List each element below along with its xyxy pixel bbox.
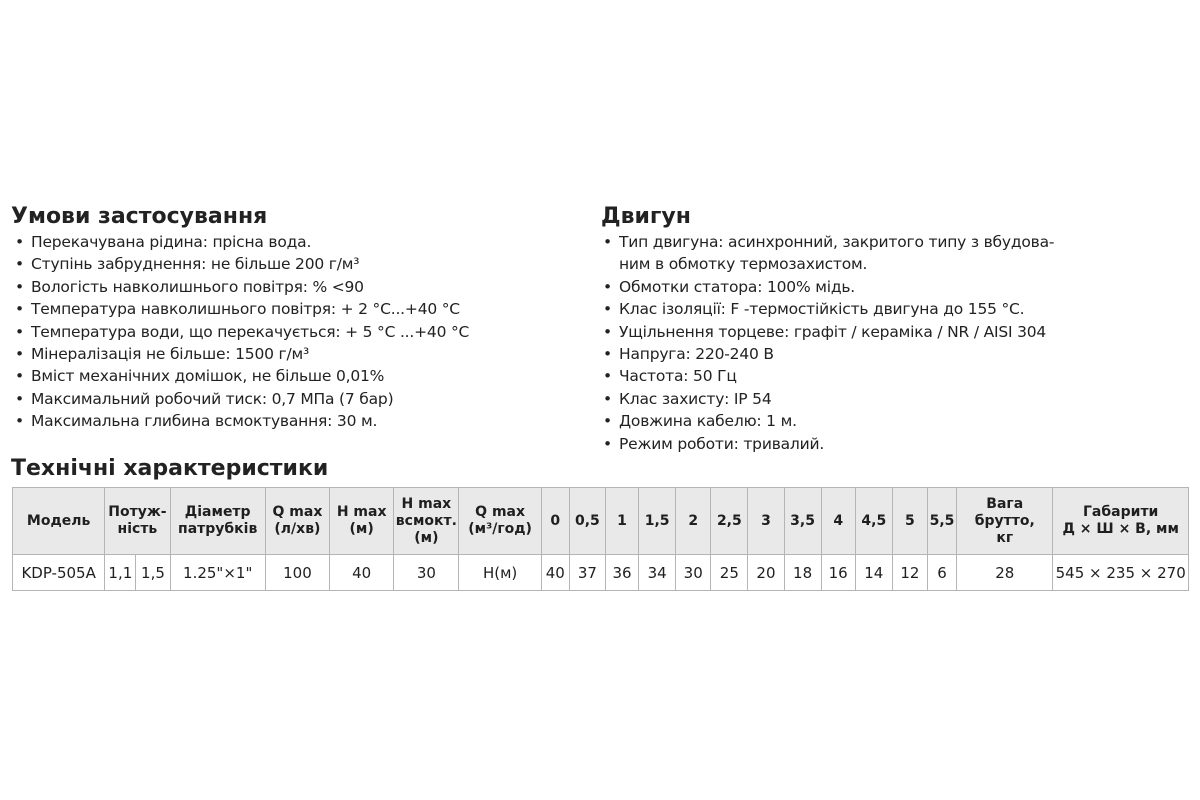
list-item: • Максимальний робочий тиск: 0,7 МПа (7 бар) xyxy=(13,388,469,410)
motor-list xyxy=(601,231,1071,455)
specs-table xyxy=(12,487,1189,591)
cell-head-value: 36 xyxy=(605,555,638,591)
cell-weight: 28 xyxy=(957,555,1053,591)
list-item: • Вологість навколишнього повітря: % <90 xyxy=(13,276,469,298)
list-item: • Ущільнення торцеве: графіт / кераміка / NR / AISI 304 xyxy=(601,321,1071,343)
list-item: • Температура навколишнього повітря: + 2 °С...+40 °С xyxy=(13,298,469,320)
cell-head-value: 16 xyxy=(821,555,855,591)
list-item: • Вміст механічних домішок, не більше 0,01% xyxy=(13,365,469,387)
cell-head-value: 40 xyxy=(541,555,569,591)
list-item: • Режим роботи: тривалий. xyxy=(601,433,1071,455)
cell-head-value: 18 xyxy=(784,555,821,591)
list-item: • Обмотки статора: 100% мідь. xyxy=(601,276,1071,298)
cell-diameter: 1.25"×1" xyxy=(170,555,265,591)
list-item: • Ступінь забруднення: не більше 200 г/м³ xyxy=(13,253,469,275)
header-qmax-m3h: Q max (м³/год) xyxy=(459,488,541,555)
table-header-row xyxy=(13,488,1189,555)
cell-dimensions: 545 × 235 × 270 xyxy=(1053,555,1189,591)
header-model: Модель xyxy=(13,488,105,555)
motor-title: Двигун xyxy=(601,204,691,229)
cell-head-value: 37 xyxy=(569,555,605,591)
list-item: • Мінералізація не більше: 1500 г/м³ xyxy=(13,343,469,365)
cell-head-value: 20 xyxy=(748,555,784,591)
list-item xyxy=(601,231,1071,276)
cell-hmax: 40 xyxy=(330,555,394,591)
cell-power-hp: 1,5 xyxy=(136,555,170,591)
cell-qmax-lmin: 100 xyxy=(265,555,329,591)
header-hmax-suction: H max всмокт. (м) xyxy=(394,488,459,555)
header-flow-point: 2 xyxy=(676,488,711,555)
list-item: • Клас захисту: IP 54 xyxy=(601,388,1071,410)
list-item-line: • Тип двигуна: асинхронний, закритого типу з вбудова- xyxy=(619,233,1055,251)
header-flow-point: 5,5 xyxy=(927,488,956,555)
list-item: • Максимальна глибина всмоктування: 30 м. xyxy=(13,410,469,432)
list-item-line: ним в обмотку термозахистом. xyxy=(619,255,868,274)
conditions-list xyxy=(13,231,469,433)
cell-head-value: 6 xyxy=(927,555,956,591)
cell-head-value: 25 xyxy=(711,555,748,591)
cell-model: KDP-505A xyxy=(13,555,105,591)
list-item: • Напруга: 220-240 В xyxy=(601,343,1071,365)
cell-hmax-suction: 30 xyxy=(394,555,459,591)
header-flow-point: 1,5 xyxy=(639,488,676,555)
header-dimensions: Габарити Д × Ш × В, мм xyxy=(1053,488,1189,555)
header-flow-point: 4 xyxy=(821,488,855,555)
list-item: • Частота: 50 Гц xyxy=(601,365,1071,387)
header-diameter: Діаметр патрубків xyxy=(170,488,265,555)
cell-head-value: 14 xyxy=(855,555,892,591)
table-row xyxy=(13,555,1189,591)
conditions-title: Умови застосування xyxy=(11,204,268,229)
header-flow-point: 3,5 xyxy=(784,488,821,555)
header-hmax: H max (м) xyxy=(330,488,394,555)
header-flow-point: 3 xyxy=(748,488,784,555)
header-flow-point: 5 xyxy=(892,488,927,555)
header-flow-point: 0 xyxy=(541,488,569,555)
header-flow-point: 1 xyxy=(605,488,638,555)
header-flow-point: 2,5 xyxy=(711,488,748,555)
header-qmax-lmin: Q max (л/хв) xyxy=(265,488,329,555)
header-flow-point: 0,5 xyxy=(569,488,605,555)
cell-head-value: 34 xyxy=(639,555,676,591)
list-item: • Перекачувана рідина: прісна вода. xyxy=(13,231,469,253)
list-item: • Довжина кабелю: 1 м. xyxy=(601,410,1071,432)
specs-title: Технічні характеристики xyxy=(11,456,329,481)
header-power: Потуж- ність xyxy=(105,488,170,555)
cell-head-value: 30 xyxy=(676,555,711,591)
list-item: • Температура води, що перекачується: + 5 °С ...+40 °С xyxy=(13,321,469,343)
header-weight: Вага брутто, кг xyxy=(957,488,1053,555)
cell-head-value: 12 xyxy=(892,555,927,591)
cell-power-kw: 1,1 xyxy=(105,555,136,591)
header-flow-point: 4,5 xyxy=(855,488,892,555)
list-item: • Клас ізоляції: F -термостійкість двигуна до 155 °С. xyxy=(601,298,1071,320)
cell-h-label: H(м) xyxy=(459,555,541,591)
